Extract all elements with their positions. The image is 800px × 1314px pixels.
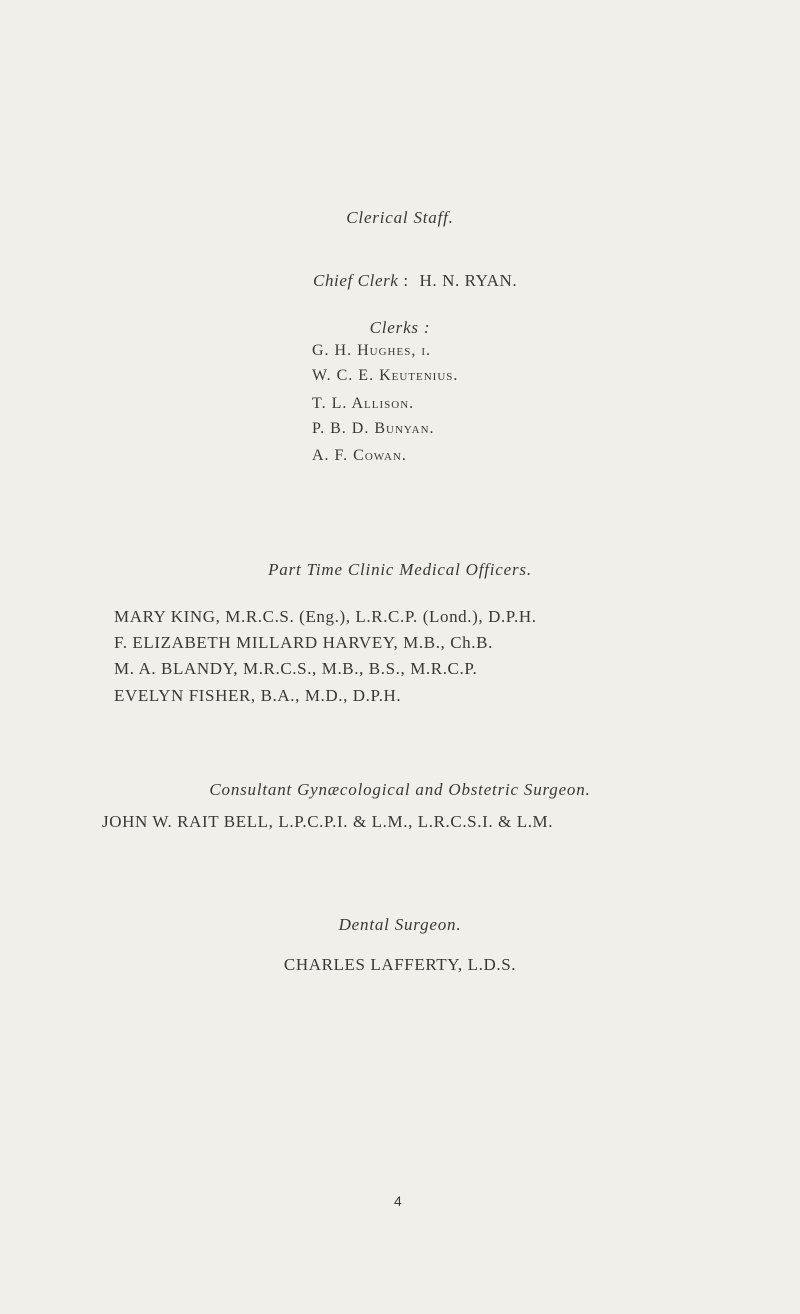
chief-clerk-label: Chief Clerk: [313, 271, 399, 290]
consultant-heading: Consultant Gynæcological and Obstetric Surgeon.: [209, 780, 591, 799]
chief-clerk-separator: :: [403, 271, 409, 290]
clerical-staff-heading: Clerical Staff.: [346, 208, 454, 227]
consultant-name: JOHN W. RAIT BELL, L.P.C.P.I. & L.M., L.R.C.S.I. & L.M.: [102, 812, 554, 831]
chief-clerk-name: H. N. RYAN.: [419, 271, 518, 290]
clerk-name: A. F. Cowan.: [312, 447, 407, 464]
clerk-name: W. C. E. Keutenius.: [312, 367, 459, 384]
officer-name: F. ELIZABETH MILLARD HARVEY, M.B., Ch.B.: [114, 633, 493, 652]
officer-name: MARY KING, M.R.C.S. (Eng.), L.R.C.P. (Lond.), D.P.H.: [114, 607, 537, 626]
dental-name: CHARLES LAFFERTY, L.D.S.: [283, 955, 517, 974]
chief-clerk-line: [313, 271, 517, 291]
officer-name: M. A. BLANDY, M.R.C.S., M.B., B.S., M.R.C.P.: [114, 659, 478, 678]
officer-name: EVELYN FISHER, B.A., M.D., D.P.H.: [114, 686, 402, 705]
page-number: 4: [394, 1193, 402, 1209]
clerks-label: Clerks :: [369, 318, 431, 337]
clerk-name: G. H. Hughes, i.: [312, 342, 431, 359]
clerk-name: P. B. D. Bunyan.: [312, 420, 435, 437]
clerk-name: T. L. Allison.: [312, 395, 415, 412]
dental-heading: Dental Surgeon.: [338, 915, 462, 934]
part-time-heading: Part Time Clinic Medical Officers.: [268, 560, 532, 579]
